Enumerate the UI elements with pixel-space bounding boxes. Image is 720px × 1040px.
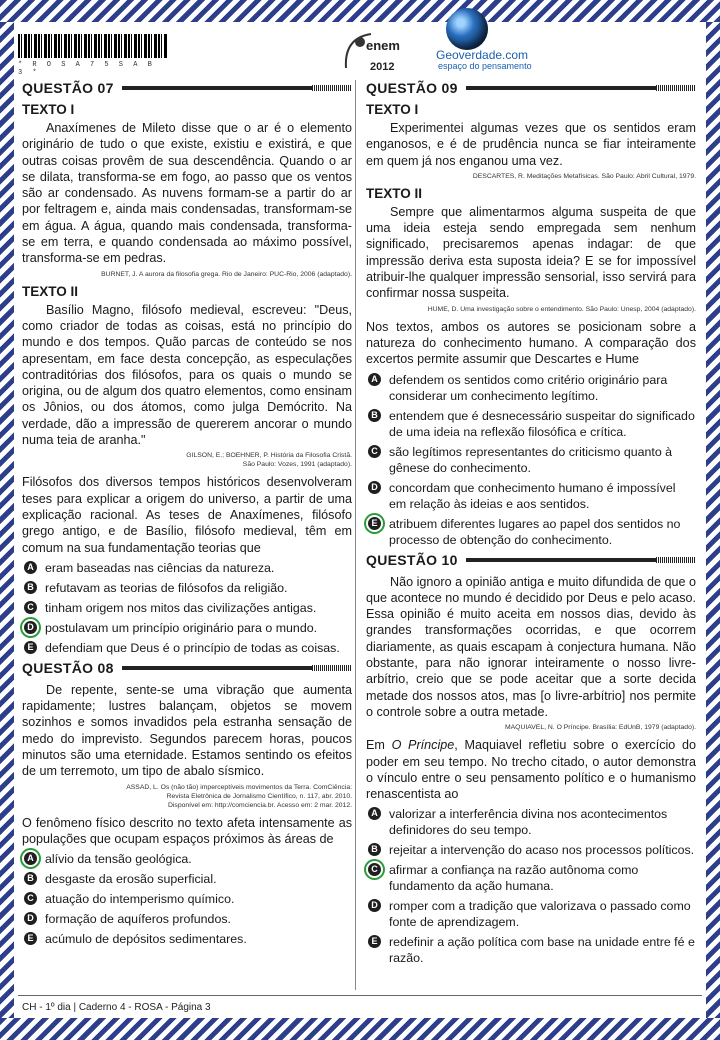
option-letter-icon: C <box>24 601 37 614</box>
answer-options <box>22 851 352 947</box>
answer-options <box>22 560 352 656</box>
source-line: ASSAD, L. Os (não tão) imperceptíveis movimentos da Terra. ComCiência: <box>126 783 352 791</box>
page-header <box>18 28 702 80</box>
question-title: QUESTÃO 08 <box>22 659 114 676</box>
question-stem: Filósofos dos diversos tempos históricos desenvolveram teses para explicar a origem do universo, a partir de uma explicação racional. As teses de Anaxímenes, filósofo grego antigo, e de Basílio, filósofo medieval, têm em comum na sua fundamentação teorias que <box>22 475 352 555</box>
barcode-text: * R O S A 7 5 S A B 3 * <box>18 61 155 77</box>
right-stripe-border <box>706 22 720 1018</box>
texto-body: Não ignoro a opinião antiga e muito difundida de que o que acontece no mundo é decidido por Deus e pelo acaso. Essa opinião é muito aceita em nossos dias, devido às grandes transformações ocorridas, e que ocorrem diariamente, as quais escapam à conjectura humana. Não obstante, para não ignorar inteiramente o nosso livre-arbítrio, creio que se pode aceitar que a sorte decida metade dos nossos atos, mas [o livre-arbítrio] nos permite o controle sobre a outra metade. <box>366 574 696 719</box>
question-header <box>22 80 352 96</box>
source-citation: DESCARTES, R. Meditações Metafísicas. São Paulo: Abril Cultural, 1979. <box>472 172 696 180</box>
option-e[interactable] <box>366 516 696 548</box>
question-header <box>22 660 352 676</box>
option-letter-icon: E <box>24 641 37 654</box>
option-c[interactable] <box>22 891 352 907</box>
option-text: redefinir a ação política com base na unidade entre fé e razão. <box>389 935 695 966</box>
option-text: defendem os sentidos como critério originário para considerar um conhecimento legítimo. <box>389 372 668 403</box>
source-citation: BURNET, J. A aurora da filosofia grega. Rio de Janeiro: PUC-Rio, 2006 (adaptado). <box>101 270 352 278</box>
option-letter-icon: D <box>368 899 381 912</box>
exam-year: 2012 <box>370 61 395 73</box>
question-header <box>366 80 696 96</box>
footer-rule <box>18 995 702 996</box>
option-letter-icon: C <box>368 863 381 876</box>
site-tagline: espaço do pensamento <box>438 61 532 71</box>
option-d[interactable] <box>366 898 696 930</box>
option-e[interactable] <box>22 640 352 656</box>
option-text: atuação do intemperismo químico. <box>45 892 235 907</box>
header-rule <box>122 666 352 670</box>
source-line: Revista Eletrônica de Jornalismo Científico, n. 117, abr. 2010. <box>166 792 352 800</box>
option-b[interactable] <box>22 871 352 887</box>
option-letter-icon: E <box>24 932 37 945</box>
option-letter-icon: C <box>24 892 37 905</box>
header-rule <box>122 86 352 90</box>
option-text: concordam que conhecimento humano é impossível em relação às ideias e aos sentidos. <box>389 480 676 511</box>
question-title: QUESTÃO 09 <box>366 80 458 96</box>
option-e[interactable] <box>22 931 352 947</box>
top-stripe-border <box>0 0 720 22</box>
option-b[interactable] <box>366 408 696 440</box>
option-text: romper com a tradição que valorizava o passado como fonte de aprendizagem. <box>389 899 691 930</box>
option-letter-icon: B <box>368 409 381 422</box>
option-text: refutavam as teorias de filósofos da religião. <box>45 580 288 595</box>
option-e[interactable] <box>366 934 696 966</box>
option-text: alívio da tensão geológica. <box>45 852 192 867</box>
option-letter-icon: E <box>368 935 381 948</box>
option-letter-icon: A <box>24 852 37 865</box>
question-09 <box>366 80 696 548</box>
question-header <box>366 552 696 568</box>
option-letter-icon: B <box>368 843 381 856</box>
option-a[interactable] <box>22 851 352 867</box>
option-d[interactable] <box>366 480 696 512</box>
option-c[interactable] <box>22 600 352 616</box>
stem-part: , Maquiavel refletiu sobre o exercício do poder em seu tempo. No trecho citado, o autor demonstra o vínculo entre o seu pensamento político e o humanismo renascentista ao <box>366 738 696 802</box>
left-column <box>22 80 352 951</box>
option-text: defendiam que Deus é o princípio de todas as coisas. <box>45 640 340 655</box>
question-08 <box>22 660 352 947</box>
source-citation <box>22 451 352 469</box>
answer-options <box>366 372 696 548</box>
left-stripe-border <box>0 22 14 1018</box>
stem-part: Em <box>366 738 392 753</box>
option-c[interactable] <box>366 862 696 894</box>
option-letter-icon: E <box>368 517 381 530</box>
option-a[interactable] <box>22 560 352 576</box>
globe-icon <box>446 8 488 50</box>
site-name: Geoverdade.com <box>436 48 529 62</box>
enem-logo-text: enem <box>366 38 400 53</box>
source-citation <box>22 783 352 810</box>
question-stem: O fenômeno físico descrito no texto afeta intensamente as populações que ocupam espaços próximos às áreas de <box>22 815 352 846</box>
source-line: Disponível em: http://comciencia.br. Acesso em: 2 mar. 2012. <box>168 801 352 809</box>
option-letter-icon: A <box>368 373 381 386</box>
option-letter-icon: D <box>368 481 381 494</box>
option-letter-icon: C <box>368 445 381 458</box>
texto-body: Anaxímenes de Mileto disse que o ar é o elemento originário de tudo o que existe, existiu e existirá, e que outras coisas provêm de sua descendência. Quando o ar se dilata, transforma-se em fogo, ao passo que os ventos são ar condensado. As nuvens formam-se a partir do ar por feltragem e, ainda mais condensadas, transformam-se em água. A água, quando mais condensada, transforma-se em terra, e quando condensada ao máximo possível, transforma-se em pedras. <box>22 121 352 266</box>
option-text: acúmulo de depósitos sedimentares. <box>45 932 247 947</box>
option-d[interactable] <box>22 620 352 636</box>
question-10 <box>366 552 696 967</box>
option-letter-icon: A <box>24 561 37 574</box>
texto-label: TEXTO I <box>22 102 75 117</box>
option-letter-icon: B <box>24 872 37 885</box>
option-letter-icon: A <box>368 807 381 820</box>
answer-options <box>366 806 696 966</box>
option-a[interactable] <box>366 372 696 404</box>
option-text: entendem que é desnecessário suspeitar do significado de uma ideia na reflexão filosófica e crítica. <box>389 408 695 439</box>
option-text: tinham origem nos mitos das civilizações antigas. <box>45 600 317 615</box>
source-line: São Paulo: Vozes, 1991 (adaptado). <box>242 461 352 469</box>
texto-label: TEXTO II <box>22 283 79 299</box>
texto-label: TEXTO I <box>366 102 419 117</box>
source-citation: MAQUIAVEL, N. O Príncipe. Brasília: EdUnB, 1979 (adaptado). <box>504 724 696 732</box>
source-citation: HUME, D. Uma investigação sobre o entendimento. São Paulo: Unesp, 2004 (adaptado). <box>427 305 696 313</box>
right-column <box>366 80 696 970</box>
option-a[interactable] <box>366 806 696 838</box>
texto-body: Sempre que alimentarmos alguma suspeita de que uma ideia esteja sendo empregada sem nenhum significado, precisaremos apenas indagar: de que impressão deriva esta suposta ideia? E se for impossível atribuir-lhe qualquer impressão sensorial, isso servirá para confirmar nossa suspeita. <box>366 204 696 301</box>
option-d[interactable] <box>22 911 352 927</box>
header-rule <box>466 558 696 562</box>
option-text: valorizar a interferência divina nos acontecimentos definidores do seu tempo. <box>389 807 668 838</box>
option-text: postulavam um princípio originário para o mundo. <box>45 620 318 635</box>
option-letter-icon: D <box>24 912 37 925</box>
texto-body: De repente, sente-se uma vibração que aumenta rapidamente; lustres balançam, objetos se movem sozinhos e somos invadidos pela estranha sensação de medo do imprevisto. Segundos parecem horas, poucos minutos são uma eternidade. Estamos sentindo os efeitos de um terremoto, um tipo de abalo sísmico. <box>22 682 352 779</box>
option-text: afirmar a confiança na razão autônoma como fundamento da ação humana. <box>389 863 639 894</box>
option-text: rejeitar a intervenção do acaso nos processos políticos. <box>389 843 695 858</box>
column-divider <box>355 80 356 990</box>
page-footer: CH - 1º dia | Caderno 4 - ROSA - Página 3 <box>22 1002 211 1013</box>
option-text: atribuem diferentes lugares ao papel dos sentidos no processo de obtenção do conhecimento. <box>389 516 681 547</box>
question-title: QUESTÃO 07 <box>22 80 114 96</box>
texto-body: Experimentei algumas vezes que os sentidos eram enganosos, e é de prudência nunca se fiar inteiramente em quem já nos enganou uma vez. <box>366 121 696 168</box>
question-stem <box>366 737 696 802</box>
header-rule <box>466 86 696 90</box>
question-07 <box>22 80 352 656</box>
option-text: são legítimos representantes do criticismo quanto à gênese do conhecimento. <box>389 444 673 475</box>
option-text: formação de aquíferos profundos. <box>45 912 231 927</box>
bottom-stripe-border <box>0 1018 720 1040</box>
option-b[interactable] <box>366 842 696 858</box>
question-title: QUESTÃO 10 <box>366 551 458 568</box>
texto-label: TEXTO II <box>366 185 423 201</box>
option-text: desgaste da erosão superficial. <box>45 872 217 887</box>
book-title: O Príncipe <box>391 738 455 753</box>
question-stem: Nos textos, ambos os autores se posicionam sobre a natureza do conhecimento humano. A comparação dos excertos permite assumir que Descartes e Hume <box>366 319 696 367</box>
option-letter-icon: D <box>24 621 37 634</box>
texto-body: Basílio Magno, filósofo medieval, escreveu: "Deus, como criador de todas as coisas, está no princípio do mundo e dos tempos. Quão parcas de conteúdo se nos apresentam, em face desta concepção, as especulações contraditórias dos filósofos, para os quais o mundo se origina, ou de algum dos quatro elementos, como ensinam os Jônios, ou dos átomos, como julga Demócrito. Na verdade, dão a impressão de quererem ancorar o mundo numa teia de aranha." <box>22 302 352 448</box>
option-b[interactable] <box>22 580 352 596</box>
barcode <box>18 34 168 58</box>
option-text: eram baseadas nas ciências da natureza. <box>45 560 275 575</box>
source-line: GILSON, E.; BOEHNER, P. História da Filosofia Cristã. <box>186 452 352 460</box>
option-letter-icon: B <box>24 581 37 594</box>
option-c[interactable] <box>366 444 696 476</box>
